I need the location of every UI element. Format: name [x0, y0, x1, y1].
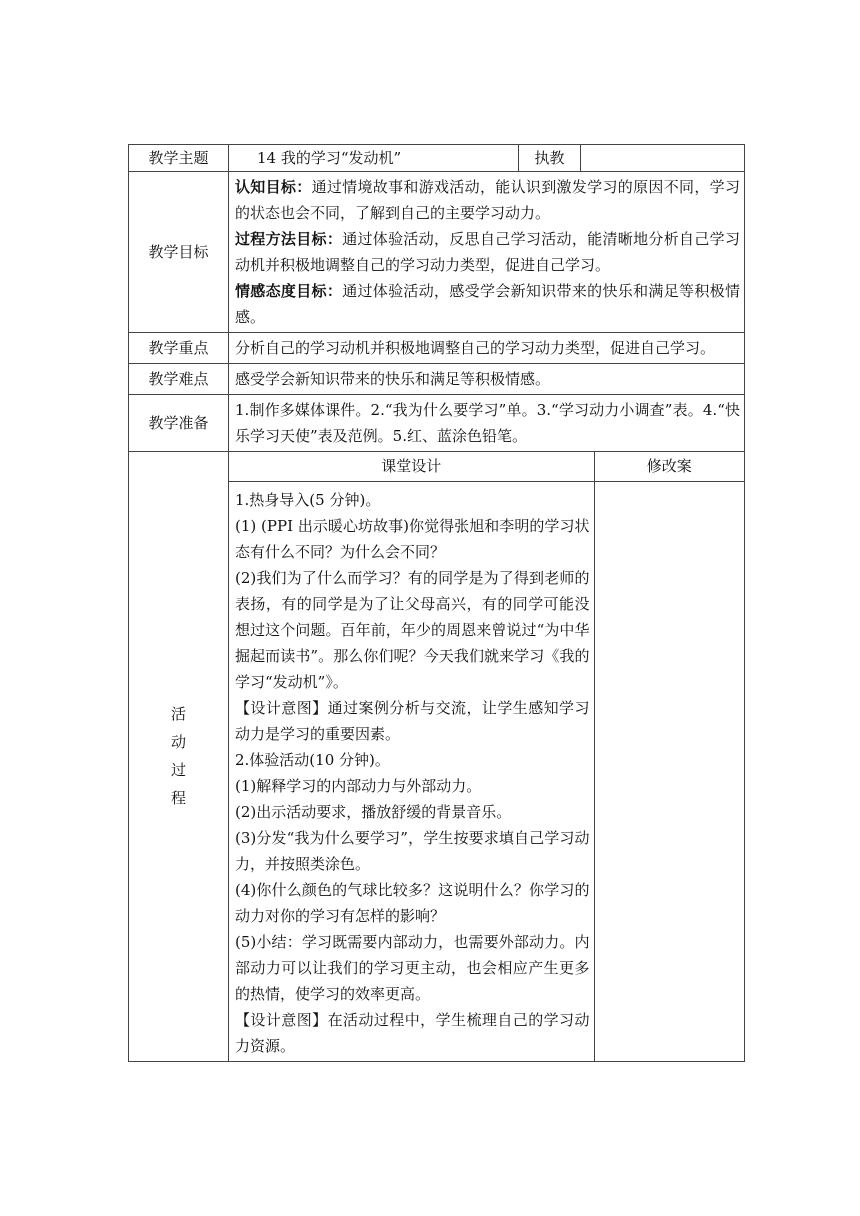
- process-line: 1.热身导入(5 分钟)。: [235, 490, 381, 509]
- process-line: (4)你什么颜色的气球比较多？这说明什么？你学习的动力对你的学习有怎样的影响？: [235, 880, 590, 925]
- process-line: (3)分发“我为什么要学习”，学生按要求填自己学习动力，并按照类涂色。: [235, 828, 590, 873]
- lesson-plan-document: [128, 144, 744, 1062]
- goals-label: 教学目标: [129, 172, 229, 333]
- goal-emotion-text: 通过体验活动，感受学会新知识带来的快乐和满足等积极情感。: [235, 282, 740, 326]
- revise-body: [594, 481, 744, 1061]
- topic-row: [129, 145, 745, 172]
- key-label: 教学重点: [129, 333, 229, 364]
- key-row: [129, 333, 745, 364]
- prep-row: [129, 395, 745, 452]
- process-label: [129, 452, 229, 1062]
- process-label-char: 程: [170, 789, 186, 808]
- topic-label: 教学主题: [129, 145, 229, 172]
- lesson-plan-table: [128, 144, 745, 1062]
- difficulty-row: [129, 364, 745, 395]
- process-line: (5)小结：学习既需要内部动力，也需要外部动力。内部动力可以让我们的学习更主动，也会相应产生更多的热情，使学习的效率更高。: [235, 932, 590, 1003]
- process-row: [129, 452, 745, 1062]
- key-text: 分析自己的学习动机并积极地调整自己的学习动力类型，促进自己学习。: [229, 333, 745, 364]
- process-line: 2.体验活动(10 分钟)。: [235, 750, 390, 769]
- goal-emotion-title: 情感态度目标：: [235, 282, 343, 300]
- process-line: (2)出示活动要求，播放舒缓的背景音乐。: [235, 802, 512, 821]
- goal-emotion: [235, 278, 740, 330]
- prep-label: 教学准备: [129, 395, 229, 452]
- design-body: [229, 481, 594, 1061]
- difficulty-text: 感受学会新知识带来的快乐和满足等积极情感。: [229, 364, 745, 395]
- revise-header: 修改案: [594, 452, 744, 481]
- process-line: 【设计意图】在活动过程中，学生梳理自己的学习动力资源。: [235, 1010, 590, 1055]
- process-line: (1)解释学习的内部动力与外部动力。: [235, 776, 482, 795]
- goal-process-text: 通过体验活动，反思自己学习活动，能清晰地分析自己学习动机并积极地调整自己的学习动力类型，促进自己学习。: [235, 230, 740, 274]
- process-line: 【设计意图】通过案例分析与交流，让学生感知学习动力是学习的重要因素。: [235, 698, 590, 743]
- process-content: [229, 452, 745, 1062]
- process-line: (2)我们为了什么而学习？有的同学是为了得到老师的表扬，有的同学是为了让父母高兴，有的同学可能没想过这个问题。百年前，年少的周恩来曾说过“为中华掘起而读书”。那么你们呢？今天我们就来学习《我的学习“发动机”》。: [235, 568, 590, 691]
- teacher-label: 执教: [519, 145, 581, 172]
- design-body-row: [229, 481, 744, 1061]
- design-header-row: [229, 452, 744, 481]
- topic-value: 14 我的学习“发动机”: [229, 145, 519, 172]
- process-label-char: 动: [170, 733, 186, 752]
- design-table: [229, 452, 744, 1061]
- goal-process: [235, 226, 740, 278]
- goals-row: [129, 172, 745, 333]
- goal-cognitive-title: 认知目标：: [235, 178, 312, 196]
- goal-cognitive: [235, 174, 740, 226]
- difficulty-label: 教学难点: [129, 364, 229, 395]
- process-label-char: 过: [170, 761, 186, 780]
- goals-content: [229, 172, 745, 333]
- process-line: (1) (PPI 出示暖心坊故事)你觉得张旭和李明的学习状态有什么不同？为什么会不同？: [235, 516, 590, 561]
- prep-text: 1.制作多媒体课件。2.“我为什么要学习”单。3.“学习动力小调查”表。4.“快乐学习天使”表及范例。5.红、蓝涂色铅笔。: [229, 395, 745, 452]
- teacher-value: [581, 145, 745, 172]
- goal-process-title: 过程方法目标：: [235, 230, 343, 248]
- design-header: 课堂设计: [229, 452, 594, 481]
- process-label-char: 活: [170, 705, 186, 724]
- goal-cognitive-text: 通过情境故事和游戏活动，能认识到激发学习的原因不同，学习的状态也会不同，了解到自己的主要学习动力。: [235, 178, 740, 222]
